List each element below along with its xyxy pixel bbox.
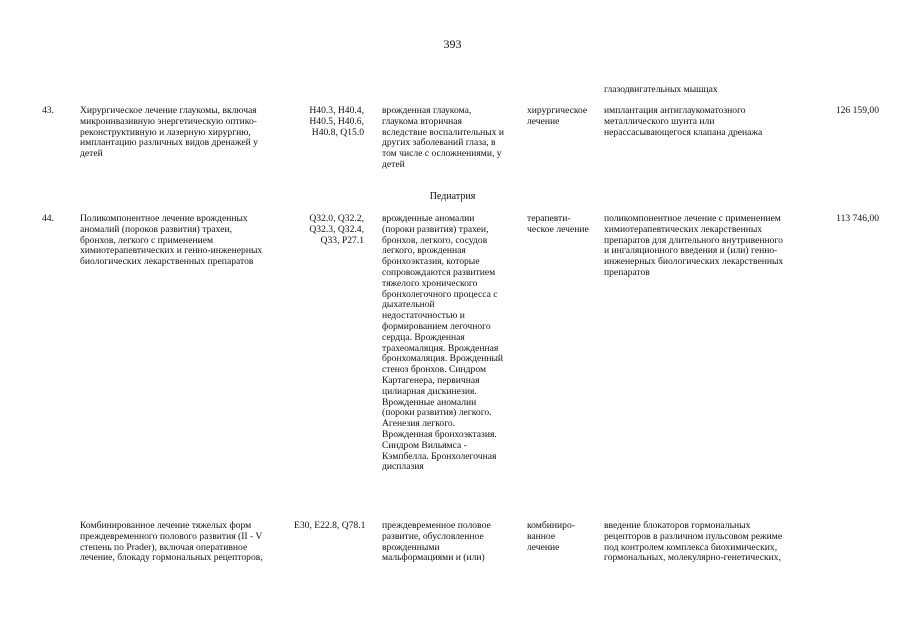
icd-codes: H40.3, H40.4, H40.5, H40.6, H40.8, Q15.0 (309, 105, 364, 138)
page-number: 393 (443, 37, 462, 51)
treatment-name: Хирургическое лечение глаукомы, включая микроинвазивную энергетическую оптико- реконструктивную и лазерную хирургию, имплантацию различных видов дренажей у детей (80, 105, 258, 160)
treatment-type: терапевти- ческое лечение (527, 213, 589, 235)
patient-model: врожденные аномалии (пороки развития) трахеи, бронхов, легкого, сосудов легкого, врожденная бронхоэктазия, которые сопровождаются развитием тяжелого хронического бронхолегочного процесса с дыхательной недостаточностью и формированием легочного сердца. Врожденная трахеомаляция. Врожденная бронхомаляция. Врожденный стеноз бронхов. Синдром Картагенера, первичная цилиарная дискинезия. Врожденные аномалии (пороки развития) легкого. Агенезия легкого. Врожденная бронхоэктазия. Синдром Вильямса - Кэмпбелла. Бронхолегочная дисплазия (382, 213, 504, 473)
cost-value: 126 159,00 (835, 105, 879, 116)
cost-value: 113 746,00 (836, 213, 879, 224)
patient-model: преждевременное половое развитие, обусловленное врожденными мальформациями и (или) (382, 520, 491, 564)
row-number: 44. (42, 213, 54, 224)
row-number: 43. (42, 105, 54, 116)
treatment-name: Комбинированное лечение тяжелых форм преждевременного полового развития (II - V степень по Prader), включая оперативное лечение, блокаду гормональных рецепторов, (80, 520, 263, 564)
patient-model: врожденная глаукома, глаукома вторичная вследствие воспалительных и других заболеваний глаза, в том числе с осложнениями, у детей (382, 105, 504, 170)
treatment-method: поликомпонентное лечение с применением химиотерапевтических лекарственных препаратов для длительного внутривенного и ингаляционного введения и (или) генно- инженерных биологических лекарственных препаратов (604, 213, 784, 278)
treatment-type: комбиниро- ванное лечение (527, 520, 575, 553)
icd-codes: Q32.0, Q32.2, Q32.3, Q32.4, Q33, P27.1 (309, 213, 364, 246)
treatment-method: имплантация антиглаукоматозного металлического шунта или нерассасывающегося клапана дренажа (604, 105, 763, 138)
section-title: Педиатрия (429, 191, 476, 202)
icd-codes: E30, E22.8, Q78.1 (294, 520, 366, 531)
treatment-type: хирургическое лечение (527, 105, 588, 127)
treatment-method: введение блокаторов гормональных рецепторов в различном пульсовом режиме под контролем комплекса биохимических, гормональных, молекулярно-генетических, (604, 520, 783, 564)
carryover-text: глазодвигательных мышцах (604, 84, 718, 95)
treatment-name: Поликомпонентное лечение врожденных аномалий (пороков развития) трахеи, бронхов, легкого с применением химиотерапевтических и генно-инженерных биологических лекарственных препаратов (80, 213, 263, 268)
